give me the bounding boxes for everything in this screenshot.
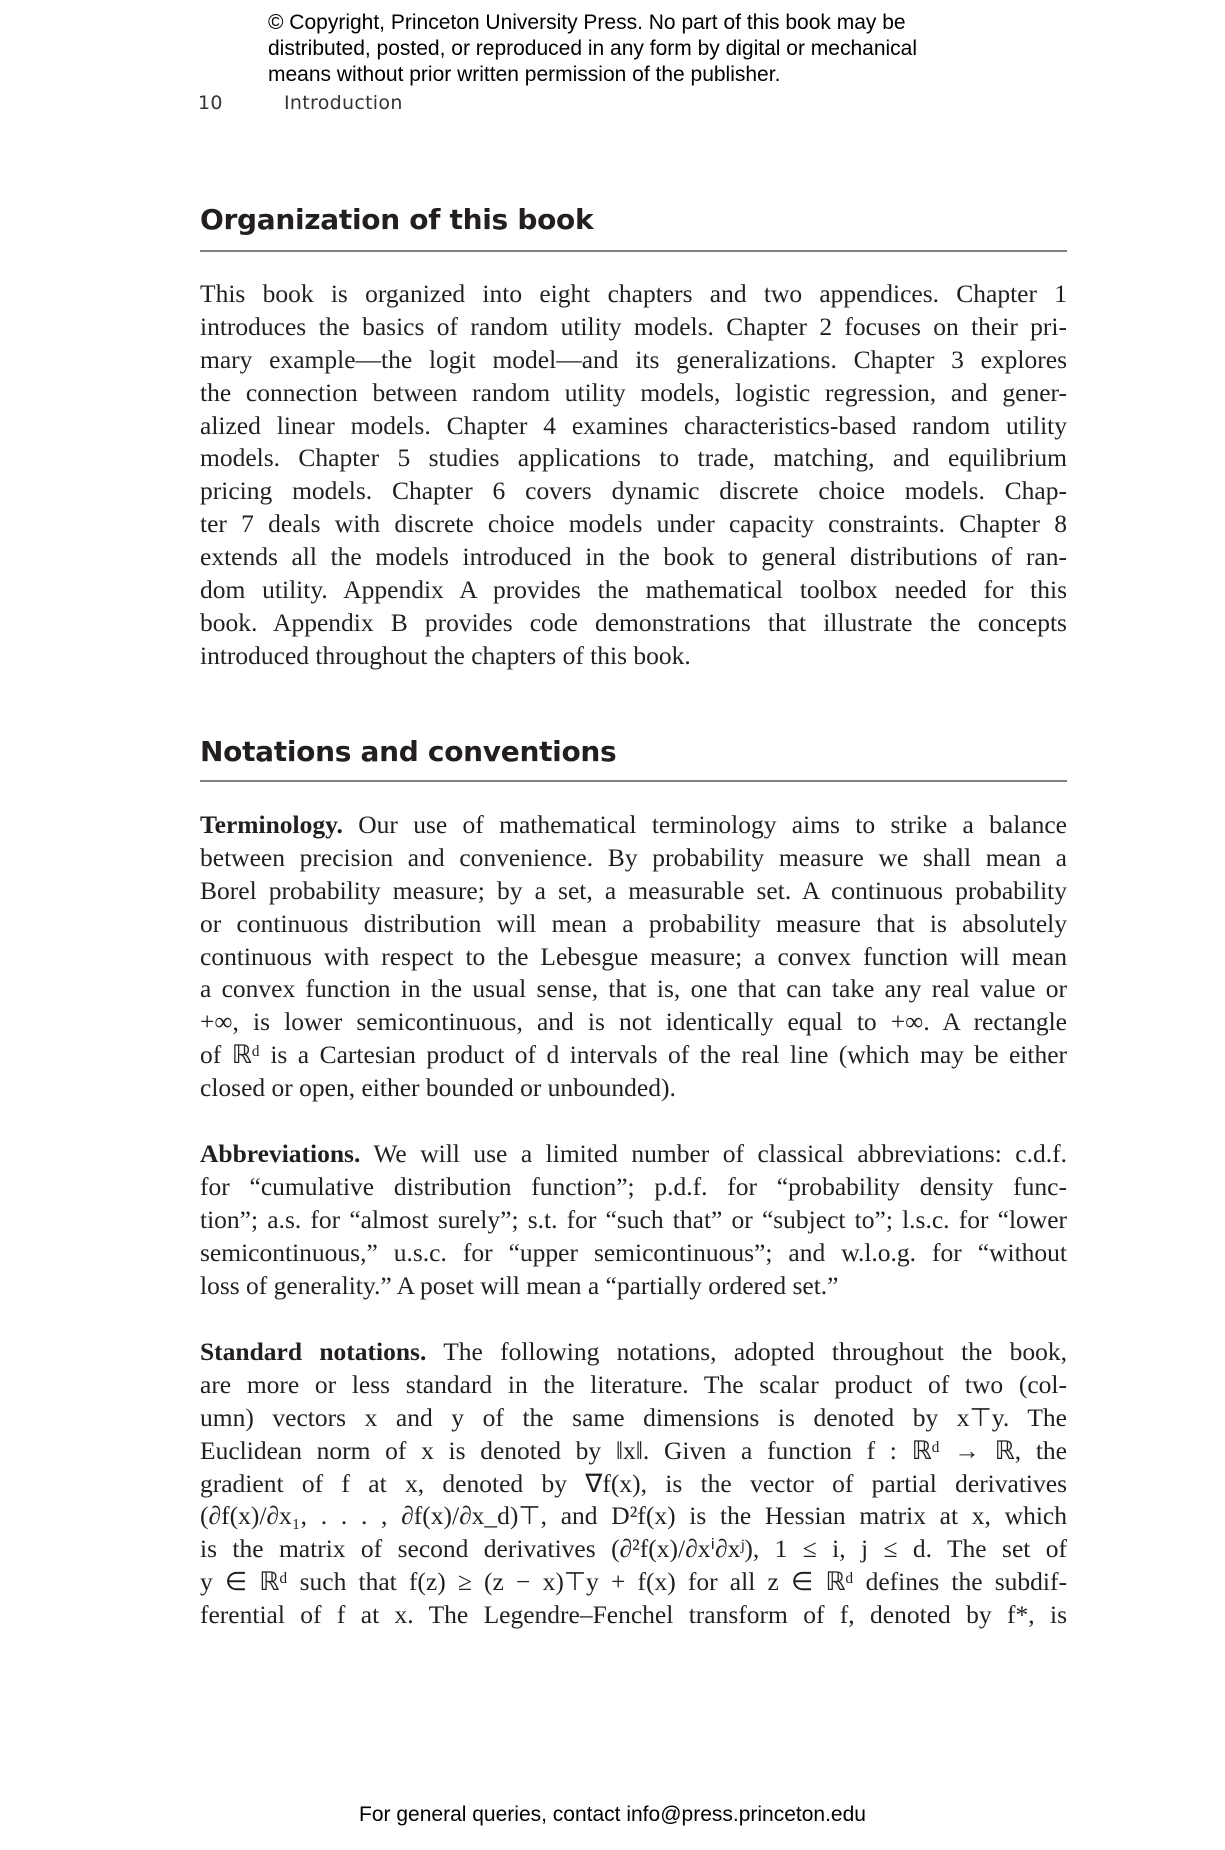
- text-line: gradient of f at x, denoted by ∇f(x), is the vector of partial derivatives: [200, 1468, 1067, 1498]
- text-line: extends all the models introduced in the book to general distributions of ran-: [200, 542, 1067, 572]
- paragraph-abbreviations: [200, 1138, 1067, 1302]
- text-line: a convex function in the usual sense, that is, one that can take any real value or: [200, 974, 1067, 1004]
- paragraph-lead-abbreviations: Abbreviations.: [200, 1139, 361, 1168]
- section-heading-organization: Organization of this book: [200, 203, 594, 236]
- text-line: for “cumulative distribution function”; p.d.f. for “probability density func-: [200, 1171, 1067, 1201]
- text-line: continuous with respect to the Lebesgue measure; a convex function will mean: [200, 941, 1067, 971]
- text-line: y ∈ ℝᵈ such that f(z) ≥ (z − x)⊤y + f(x) for all z ∈ ℝᵈ defines the subdif-: [200, 1567, 1067, 1597]
- text-line: models. Chapter 5 studies applications to trade, matching, and equilibrium: [200, 443, 1067, 473]
- section-heading-notations: Notations and conventions: [200, 735, 617, 768]
- paragraph-terminology: [200, 809, 1067, 1105]
- text-line: This book is organized into eight chapters and two appendices. Chapter 1: [200, 279, 1067, 308]
- text-line: tion”; a.s. for “almost surely”; s.t. for “such that” or “subject to”; l.s.c. for “lower: [200, 1204, 1067, 1234]
- copyright-notice: [268, 10, 917, 88]
- text-line: the connection between random utility models, logistic regression, and gener-: [200, 377, 1067, 407]
- text-line: (∂f(x)/∂x₁, . . . , ∂f(x)/∂x_d)⊤, and D²f(x) is the Hessian matrix at x, which: [200, 1501, 1067, 1531]
- text-line: pricing models. Chapter 6 covers dynamic discrete choice models. Chap-: [200, 476, 1067, 506]
- text-line: introduces the basics of random utility models. Chapter 2 focuses on their pri-: [200, 311, 1067, 341]
- text-line: [200, 1336, 1067, 1369]
- text-line: loss of generality.” A poset will mean a “partially ordered set.”: [200, 1270, 839, 1300]
- footer-contact: For general queries, contact info@press.princeton.edu: [359, 1803, 866, 1826]
- text-line: dom utility. Appendix A provides the mathematical toolbox needed for this: [200, 575, 1067, 605]
- paragraph-standard-notations: [200, 1336, 1067, 1632]
- copyright-line: © Copyright, Princeton University Press. No part of this book may be: [268, 11, 906, 34]
- text-line: ferential of f at x. The Legendre–Fenchel transform of f, denoted by f*, is: [200, 1600, 1067, 1630]
- paragraph-lead-terminology: Terminology.: [200, 810, 343, 839]
- text-line: book. Appendix B provides code demonstrations that illustrate the concepts: [200, 607, 1067, 637]
- section-rule: [200, 250, 1067, 252]
- copyright-line: means without prior written permission of the publisher.: [268, 63, 781, 86]
- page-number: 10: [198, 92, 223, 114]
- paragraph-lead-standard-notations: Standard notations.: [200, 1337, 427, 1366]
- text-line: mary example—the logit model—and its generalizations. Chapter 3 explores: [200, 344, 1067, 374]
- text-line: +∞, is lower semicontinuous, and is not identically equal to +∞. A rectangle: [200, 1007, 1067, 1037]
- text-line: Borel probability measure; by a set, a measurable set. A continuous probability: [200, 875, 1067, 905]
- text-line: [200, 809, 1067, 842]
- copyright-line: distributed, posted, or reproduced in any form by digital or mechanical: [268, 37, 918, 60]
- text-line: semicontinuous,” u.s.c. for “upper semicontinuous”; and w.l.o.g. for “without: [200, 1237, 1067, 1267]
- text-span: The following notations, adopted throughout the book,: [426, 1337, 1067, 1366]
- paragraph-organization: [200, 278, 1067, 673]
- text-line: introduced throughout the chapters of this book.: [200, 640, 691, 670]
- text-line: of ℝᵈ is a Cartesian product of d intervals of the real line (which may be either: [200, 1040, 1067, 1070]
- text-line: Euclidean norm of x is denoted by ‖x‖. Given a function f : ℝᵈ → ℝ, the: [200, 1435, 1067, 1465]
- text-line: closed or open, either bounded or unbounded).: [200, 1073, 676, 1103]
- text-span: We will use a limited number of classical abbreviations: c.d.f.: [360, 1139, 1067, 1168]
- text-line: are more or less standard in the literature. The scalar product of two (col-: [200, 1369, 1067, 1399]
- section-rule: [200, 780, 1067, 782]
- text-line: ter 7 deals with discrete choice models under capacity constraints. Chapter 8: [200, 509, 1067, 539]
- text-line: between precision and convenience. By probability measure we shall mean a: [200, 842, 1067, 872]
- text-line: umn) vectors x and y of the same dimensions is denoted by x⊤y. The: [200, 1402, 1067, 1432]
- text-line: [200, 1138, 1067, 1171]
- text-line: or continuous distribution will mean a probability measure that is absolutely: [200, 908, 1067, 938]
- running-head-title: Introduction: [284, 92, 403, 114]
- text-span: Our use of mathematical terminology aims to strike a balance: [342, 810, 1067, 839]
- text-line: alized linear models. Chapter 4 examines characteristics-based random utility: [200, 410, 1067, 440]
- text-line: is the matrix of second derivatives (∂²f(x)/∂xⁱ∂xʲ), 1 ≤ i, j ≤ d. The set of: [200, 1534, 1067, 1564]
